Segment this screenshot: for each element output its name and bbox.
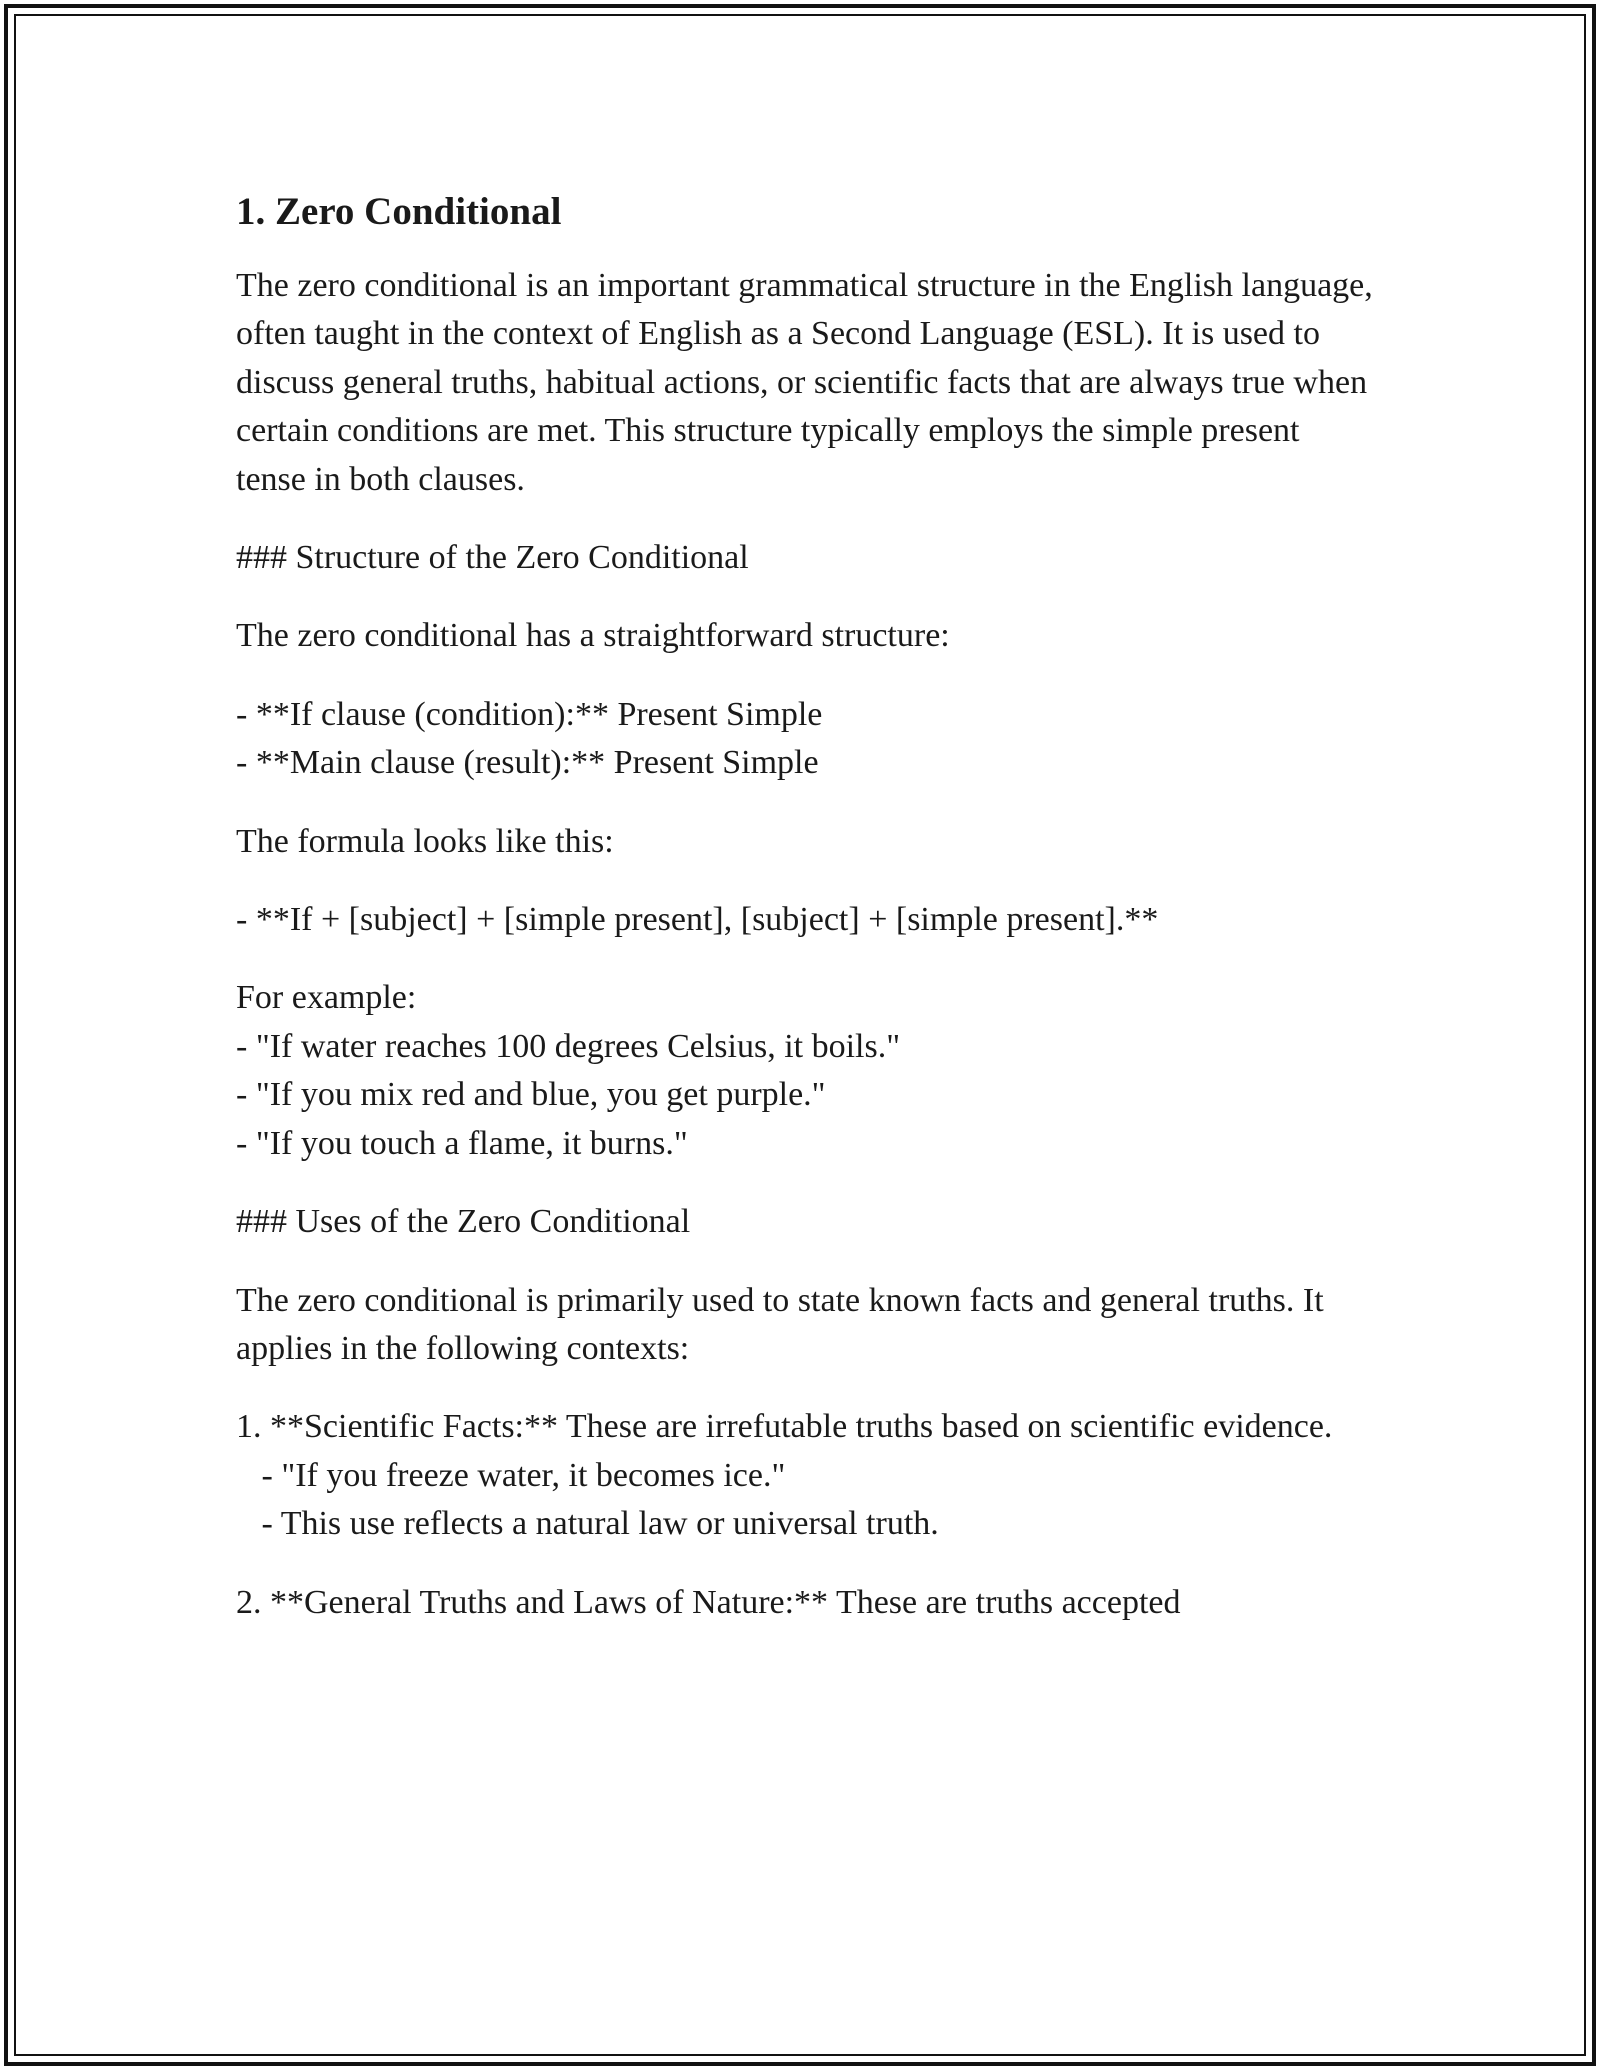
uses-heading: ### Uses of the Zero Conditional: [236, 1203, 691, 1241]
structure-heading: ### Structure of the Zero Conditional: [236, 539, 749, 577]
formula-intro: The formula looks like this:: [236, 822, 614, 860]
example-item: - "If you mix red and blue, you get purple.": [236, 1076, 826, 1114]
use-item-1: 1. **Scientific Facts:** These are irrefutable truths based on scientific evidence.: [236, 1408, 1333, 1446]
example-item: - "If you touch a flame, it burns.": [236, 1124, 688, 1162]
section-title: 1. Zero Conditional: [236, 190, 562, 233]
structure-item: - **If clause (condition):** Present Simple: [236, 695, 823, 733]
use-item-2: 2. **General Truths and Laws of Nature:** These are truths accepted: [236, 1583, 1181, 1621]
intro-paragraph: The zero conditional is an important grammatical structure in the English language, often taught in the context of English as a Second Language (ESL). It is used to discuss general truths, habitual actions, or scientific facts that are always true when certain conditions are met. This structure typically employs the simple present tense in both clauses.: [236, 267, 1382, 498]
structure-item: - **Main clause (result):** Present Simple: [236, 744, 819, 782]
uses-intro: The zero conditional is primarily used to state known facts and general truths. It applies in the following contexts:: [236, 1281, 1333, 1367]
example-item: - "If water reaches 100 degrees Celsius, it boils.": [236, 1027, 901, 1065]
use-subitem: - This use reflects a natural law or universal truth.: [236, 1505, 939, 1543]
formula-line: - **If + [subject] + [simple present], [subject] + [simple present].**: [236, 901, 1159, 939]
document-body: [236, 186, 1382, 1627]
structure-intro: The zero conditional has a straightforward structure:: [236, 617, 950, 655]
example-intro: For example:: [236, 979, 417, 1017]
use-subitem: - "If you freeze water, it becomes ice.": [236, 1456, 786, 1494]
